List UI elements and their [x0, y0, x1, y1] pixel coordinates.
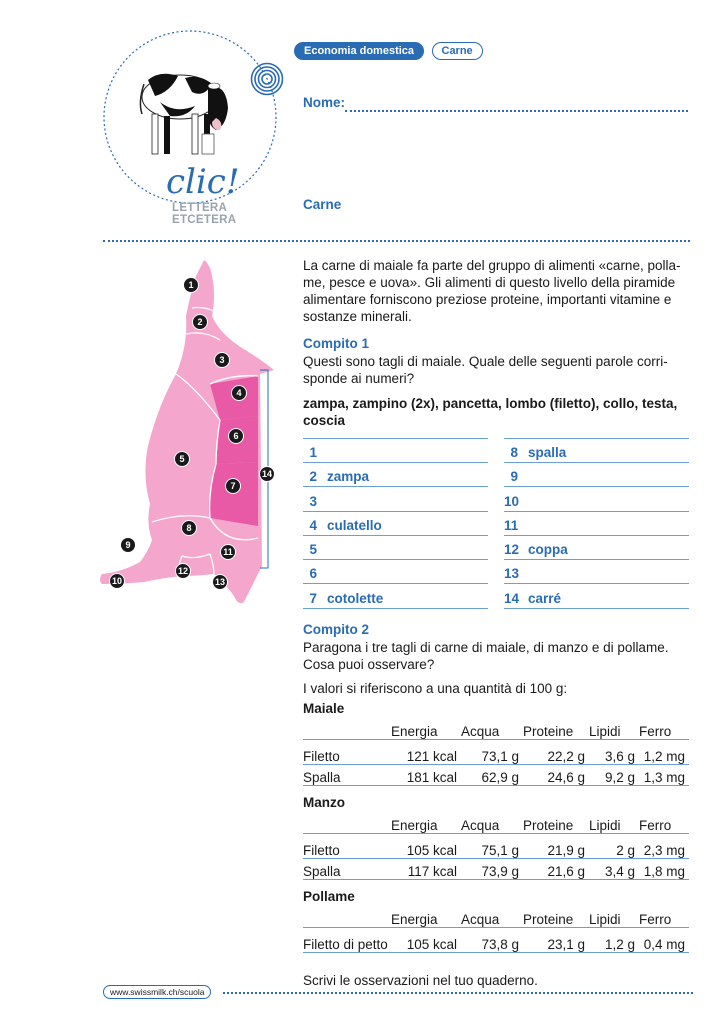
answer-number: 1 — [309, 445, 317, 460]
nutrient-value: 73,1 g — [461, 740, 523, 765]
answer-number: 2 — [309, 469, 317, 485]
cut-number-4: 4 — [231, 385, 247, 401]
column-header: Proteine — [523, 810, 589, 834]
table-row — [303, 765, 689, 786]
table-header-row — [303, 716, 689, 740]
nutrient-value: 75,1 g — [461, 834, 523, 859]
name-label: Nome: — [303, 95, 346, 110]
nutrient-value: 117 kcal — [391, 859, 461, 880]
table-title: Maiale — [303, 701, 345, 716]
cut-number-13: 13 — [212, 574, 228, 590]
nutrient-value: 181 kcal — [391, 765, 461, 786]
cut-number-8: 8 — [181, 520, 197, 536]
name-line[interactable] — [345, 110, 688, 112]
nutrient-value: 9,2 g — [589, 765, 639, 786]
cut-name: Filetto — [303, 740, 391, 765]
cut-number-6: 6 — [228, 428, 244, 444]
page-topic: Carne — [303, 197, 342, 212]
answer-number: 7 — [309, 590, 317, 606]
nutrient-value: 2,3 mg — [639, 834, 689, 859]
task1-title: Compito 1 — [303, 336, 369, 351]
subject-tag: Economia domestica — [294, 42, 424, 60]
answer-row[interactable] — [504, 584, 689, 608]
logo-script: clic! — [166, 162, 240, 202]
intro-text: La carne di maiale fa parte del gruppo di alimenti «carne, polla- me, pesce e uova». Gli alimenti di questo livello della piramide alimentare forniscono preziose proteine, importanti vitamine e sostanze minerali. — [303, 258, 681, 324]
nutrition-tables — [303, 701, 689, 953]
task2-title: Compito 2 — [303, 622, 369, 637]
column-header: Proteine — [523, 904, 589, 928]
cut-name: Filetto di petto — [303, 928, 391, 953]
answer-number: 5 — [309, 542, 317, 558]
nutrient-value: 1,8 mg — [639, 859, 689, 880]
answer-row[interactable] — [504, 560, 689, 584]
nutrient-value: 24,6 g — [523, 765, 589, 786]
table-row — [303, 928, 689, 953]
nutrient-value: 3,4 g — [589, 859, 639, 880]
cut-number-3: 3 — [214, 352, 230, 368]
cut-name: Filetto — [303, 834, 391, 859]
column-header: Energia — [391, 716, 461, 740]
task2-closing: Scrivi le osservazioni nel tuo quaderno. — [303, 973, 538, 988]
answer-row[interactable] — [504, 487, 689, 511]
answer-row[interactable] — [303, 536, 488, 560]
answer-row[interactable] — [303, 512, 488, 536]
cut-number-2: 2 — [192, 314, 208, 330]
nutrient-value: 105 kcal — [391, 834, 461, 859]
nutrient-value: 62,9 g — [461, 765, 523, 786]
task2-question: Paragona i tre tagli di carne di maiale, di manzo e di pollame. Cosa puoi osservare? — [303, 640, 669, 672]
answer-row[interactable] — [504, 536, 689, 560]
answer-text: spalla — [528, 445, 567, 460]
nutrition-table — [303, 810, 689, 880]
nutrient-value: 121 kcal — [391, 740, 461, 765]
logo — [100, 22, 280, 226]
answer-number: 9 — [510, 469, 518, 485]
cut-number-11: 11 — [220, 544, 236, 560]
answer-row[interactable] — [303, 438, 488, 463]
answer-row[interactable] — [504, 438, 689, 463]
answer-row[interactable] — [504, 512, 689, 536]
nutrient-value: 0,4 mg — [639, 928, 689, 953]
answer-number: 11 — [504, 517, 519, 533]
table-row — [303, 740, 689, 765]
cut-number-12: 12 — [175, 563, 191, 579]
column-header: Lipidi — [589, 716, 639, 740]
column-header: Proteine — [523, 716, 589, 740]
cow-icon — [140, 74, 228, 154]
column-header: Acqua — [461, 810, 523, 834]
answer-row[interactable] — [303, 584, 488, 608]
column-header: Lipidi — [589, 810, 639, 834]
answer-number: 6 — [309, 566, 317, 582]
cut-number-9: 9 — [120, 537, 136, 553]
table-row — [303, 859, 689, 880]
answer-row[interactable] — [504, 463, 689, 487]
answer-number: 8 — [510, 445, 518, 460]
answer-row[interactable] — [303, 560, 488, 584]
target-rings-icon — [250, 62, 284, 96]
table-header-row — [303, 904, 689, 928]
answer-text: zampa — [327, 469, 370, 485]
answer-number: 10 — [504, 493, 520, 509]
header-divider — [103, 240, 690, 242]
nutrient-value: 73,8 g — [461, 928, 523, 953]
nutrition-table — [303, 716, 689, 786]
column-header: Acqua — [461, 716, 523, 740]
nutrient-value: 21,9 g — [523, 834, 589, 859]
logo-subtitle: LETTERA ETCETERA — [172, 202, 237, 226]
nutrient-value: 21,6 g — [523, 859, 589, 880]
nutrient-value: 1,2 mg — [639, 740, 689, 765]
answer-text: carré — [528, 590, 562, 606]
task1-word-list: zampa, zampino (2x), pancetta, lombo (filetto), collo, testa, coscia — [303, 396, 678, 428]
answer-row[interactable] — [303, 487, 488, 511]
column-header: Lipidi — [589, 904, 639, 928]
table-title: Pollame — [303, 889, 355, 904]
topic-tag: Carne — [432, 42, 483, 60]
column-header: Ferro — [639, 716, 689, 740]
nutrient-value: 3,6 g — [589, 740, 639, 765]
answer-number: 13 — [504, 566, 520, 582]
nutrient-value: 1,2 g — [589, 928, 639, 953]
cut-number-14: 14 — [259, 466, 275, 482]
nutrient-value: 73,9 g — [461, 859, 523, 880]
column-header: Energia — [391, 810, 461, 834]
nutrient-value: 105 kcal — [391, 928, 461, 953]
table-row — [303, 834, 689, 859]
cut-number-5: 5 — [174, 451, 190, 467]
nutrient-value: 2 g — [589, 834, 639, 859]
column-header: Ferro — [639, 904, 689, 928]
column-header: Energia — [391, 904, 461, 928]
subject-tags — [294, 41, 483, 60]
cut-number-7: 7 — [225, 478, 241, 494]
nutrient-value: 1,3 mg — [639, 765, 689, 786]
footer-divider — [223, 992, 693, 994]
table-title: Manzo — [303, 795, 345, 810]
task2-note: I valori si riferiscono a una quantità di 100 g: — [303, 681, 568, 696]
column-header: Ferro — [639, 810, 689, 834]
cut-name: Spalla — [303, 765, 391, 786]
nutrient-value: 22,2 g — [523, 740, 589, 765]
answer-text: cotolette — [327, 590, 384, 606]
nutrition-table — [303, 904, 689, 953]
answer-number: 4 — [309, 517, 317, 533]
column-header: Acqua — [461, 904, 523, 928]
answer-number: 14 — [504, 590, 520, 606]
answer-row[interactable] — [303, 463, 488, 487]
footer — [103, 985, 693, 999]
table-header-row — [303, 810, 689, 834]
task1-question: Questi sono tagli di maiale. Quale delle seguenti parole corri- sponde ai numeri? — [303, 354, 668, 386]
answer-text: coppa — [528, 542, 568, 558]
cut-number-10: 10 — [109, 573, 125, 589]
cut-name: Spalla — [303, 859, 391, 880]
answer-number: 3 — [309, 493, 317, 509]
answer-text: culatello — [327, 517, 382, 533]
nutrient-value: 23,1 g — [523, 928, 589, 953]
footer-url[interactable]: www.swissmilk.ch/scuola — [103, 985, 211, 999]
pork-cuts-diagram — [92, 256, 282, 616]
cut-number-1: 1 — [183, 277, 199, 293]
answer-number: 12 — [504, 542, 520, 558]
